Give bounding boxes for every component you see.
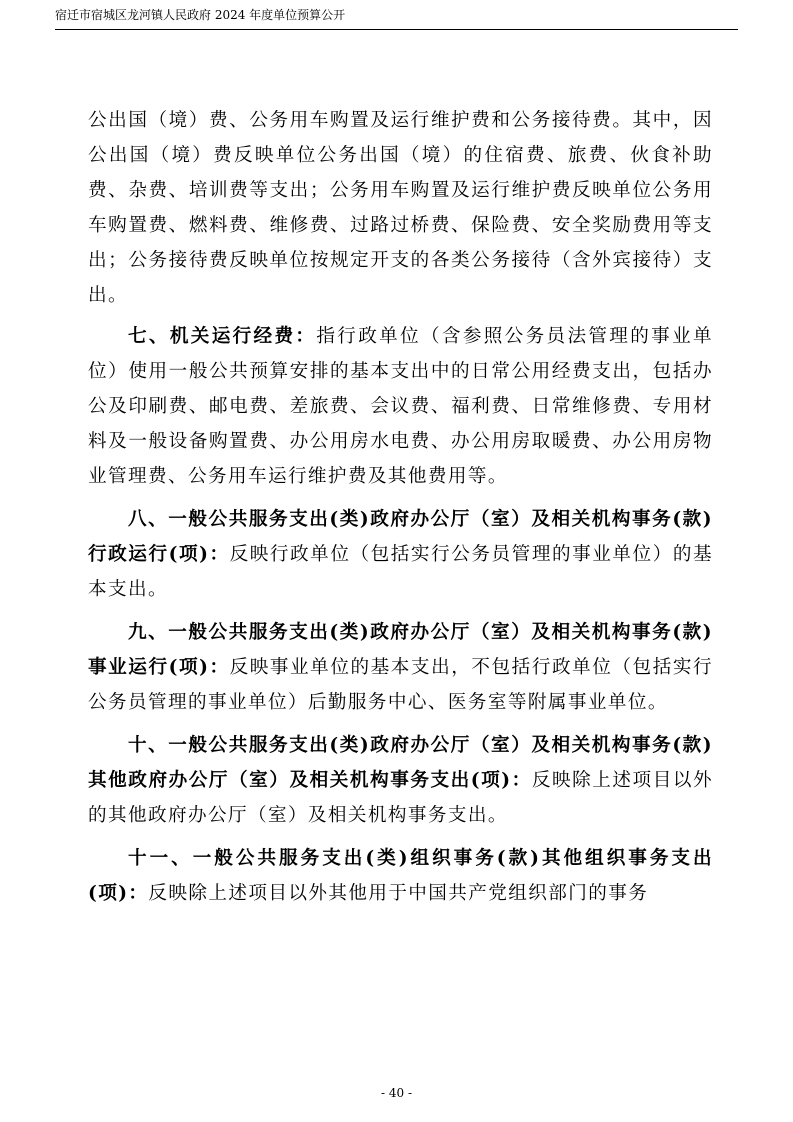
page-number: - 40 -: [380, 1086, 412, 1100]
section-9-title: 九、一般公共服务支出(类)政府办公厅（室）及相关机构事务(款)事业运行(项)：: [88, 622, 713, 678]
document-body: [88, 103, 713, 911]
paragraph-continued: 公出国（境）费、公务用车购置及运行维护费和公务接待费。其中，因公出国（境）费反映单位公务出国（境）的住宿费、旅费、伙食补助费、杂费、培训费等支出；公务用车购置及运行维护费反映单位公务用车购置费、燃料费、维修费、过路过桥费、保险费、安全奖励费用等支出；公务接待费反映单位按规定开支的各类公务接待（含外宾接待）支出。: [88, 110, 713, 306]
section-10-text: 反映除上述项目以外的其他政府办公厅（室）及相关机构事务支出。: [88, 770, 713, 826]
section-9: [88, 615, 713, 720]
section-8: [88, 502, 713, 607]
section-8-text: 反映行政单位（包括实行公务员管理的事业单位）的基本支出。: [88, 544, 713, 600]
section-7-title: 七、机关运行经费：: [128, 326, 317, 347]
section-10-title: 十、一般公共服务支出(类)政府办公厅（室）及相关机构事务(款)其他政府办公厅（室）及相关机构事务支出(项)：: [88, 735, 713, 791]
header-rule: [55, 29, 738, 30]
section-7-text: 指行政单位（含参照公务员法管理的事业单位）使用一般公共预算安排的基本支出中的日常公用经费支出，包括办公及印刷费、邮电费、差旅费、会议费、福利费、日常维修费、专用材料及一般设备购置费、办公用房水电费、办公用房取暖费、办公用房物业管理费、公务用车运行维护费及其他费用等。: [88, 326, 713, 487]
section-11: [88, 841, 713, 911]
section-11-text: 反映除上述项目以外其他用于中国共产党组织部门的事务: [148, 883, 649, 904]
section-8-title: 八、一般公共服务支出(类)政府办公厅（室）及相关机构事务(款)行政运行(项)：: [88, 509, 713, 565]
page-header: 宿迁市宿城区龙河镇人民政府 2024 年度单位预算公开: [55, 8, 346, 22]
section-9-text: 反映事业单位的基本支出，不包括行政单位（包括实行公务员管理的事业单位）后勤服务中心、医务室等附属事业单位。: [88, 657, 713, 713]
section-10: [88, 728, 713, 833]
section-11-title: 十一、一般公共服务支出(类)组织事务(款)其他组织事务支出(项)：: [88, 848, 713, 904]
section-7: [88, 319, 713, 494]
